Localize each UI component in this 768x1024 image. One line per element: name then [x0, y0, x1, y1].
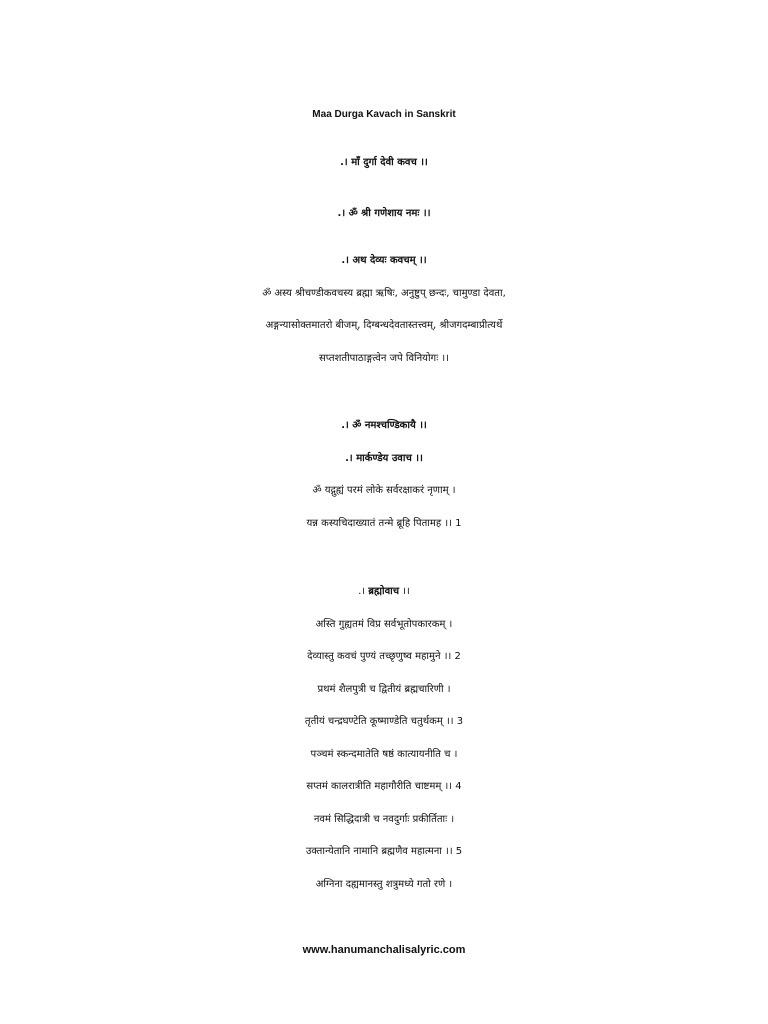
- document-title: Maa Durga Kavach in Sanskrit: [312, 109, 456, 120]
- verse-line: अङ्गन्यासोक्तमातरो बीजम्, दिग्बन्धदेवतास्तत्त्वम्, श्रीजगदम्बाप्रीत्यर्थे: [265, 320, 503, 331]
- section-invocation: [0, 245, 768, 375]
- verse-line: ॐ यद्गुह्यं परमं लोके सर्वरक्षाकरं नृणाम् ।: [312, 485, 456, 496]
- verse-line: पञ्चमं स्कन्दमातेति षष्ठं कात्यायनीति च ।: [310, 748, 458, 760]
- verse-line: उक्तान्येतानि नामानि ब्रह्मणैव महात्मना ।। 5: [305, 846, 463, 857]
- verse-line: ॐ अस्य श्रीचण्डीकवचस्य ब्रह्मा ऋषिः, अनुष्टुप् छन्दः, चामुण्डा देवता,: [262, 287, 506, 299]
- heading-ganeshaya-namah: .। ॐ श्री गणेशाय नमः ।।: [337, 208, 431, 219]
- verse-line: देव्यास्तु कवचं पुण्यं तच्छृणुष्व महामुने ।। 2: [307, 651, 461, 662]
- heading-durga-devi-kavach: .। माँ दुर्गा देवी कवच ।।: [340, 157, 428, 168]
- section-heading-atha-devyah-kavacham: .। अथ देव्यः कवचम् ।।: [341, 255, 427, 266]
- verse-line: अग्निना दह्यमानस्तु शत्रुमध्ये गतो रणे ।: [315, 878, 453, 890]
- verse-line: तृतीयं चन्द्रघण्टेति कूष्माण्डेति चतुर्थकम् ।। 3: [304, 716, 464, 727]
- verse-line: सप्तशतीपाठाङ्गत्वेन जपे विनियोगः ।।: [319, 352, 449, 364]
- section-heading-namashchandikayai: .। ॐ नमश्चण्डिकायै ।।: [341, 420, 427, 431]
- verse-line: नवमं सिद्धिदात्री च नवदुर्गाः प्रकीर्तिताः ।: [313, 813, 455, 825]
- verse-line: प्रथमं शैलपुत्री च द्वितीयं ब्रह्मचारिणी ।: [317, 683, 451, 695]
- footer-website-url: www.hanumanchalisalyric.com: [302, 944, 466, 956]
- section-heading-brahmovacha: [0, 576, 768, 609]
- heading-suffix: ।।: [399, 586, 410, 597]
- heading-prefix: .।: [358, 586, 369, 597]
- section-markandeya: [0, 410, 768, 540]
- verse-line: अस्ति गुह्यतमं विप्र सर्वभूतोपकारकम् ।: [315, 618, 453, 630]
- section-heading-markandeya-uvacha: .। मार्कण्डेय उवाच ।।: [345, 452, 423, 464]
- section-brahma-uvacha: [0, 576, 768, 901]
- verse-line: यन्न कस्यचिदाख्यातं तन्मे ब्रूहि पितामह ।। 1: [306, 517, 462, 529]
- verse-line: सप्तमं कालरात्रीति महागौरीति चाष्टमम् ।। 4: [306, 781, 462, 792]
- heading-brahmovacha-word: ब्रह्मोवाच: [368, 586, 400, 597]
